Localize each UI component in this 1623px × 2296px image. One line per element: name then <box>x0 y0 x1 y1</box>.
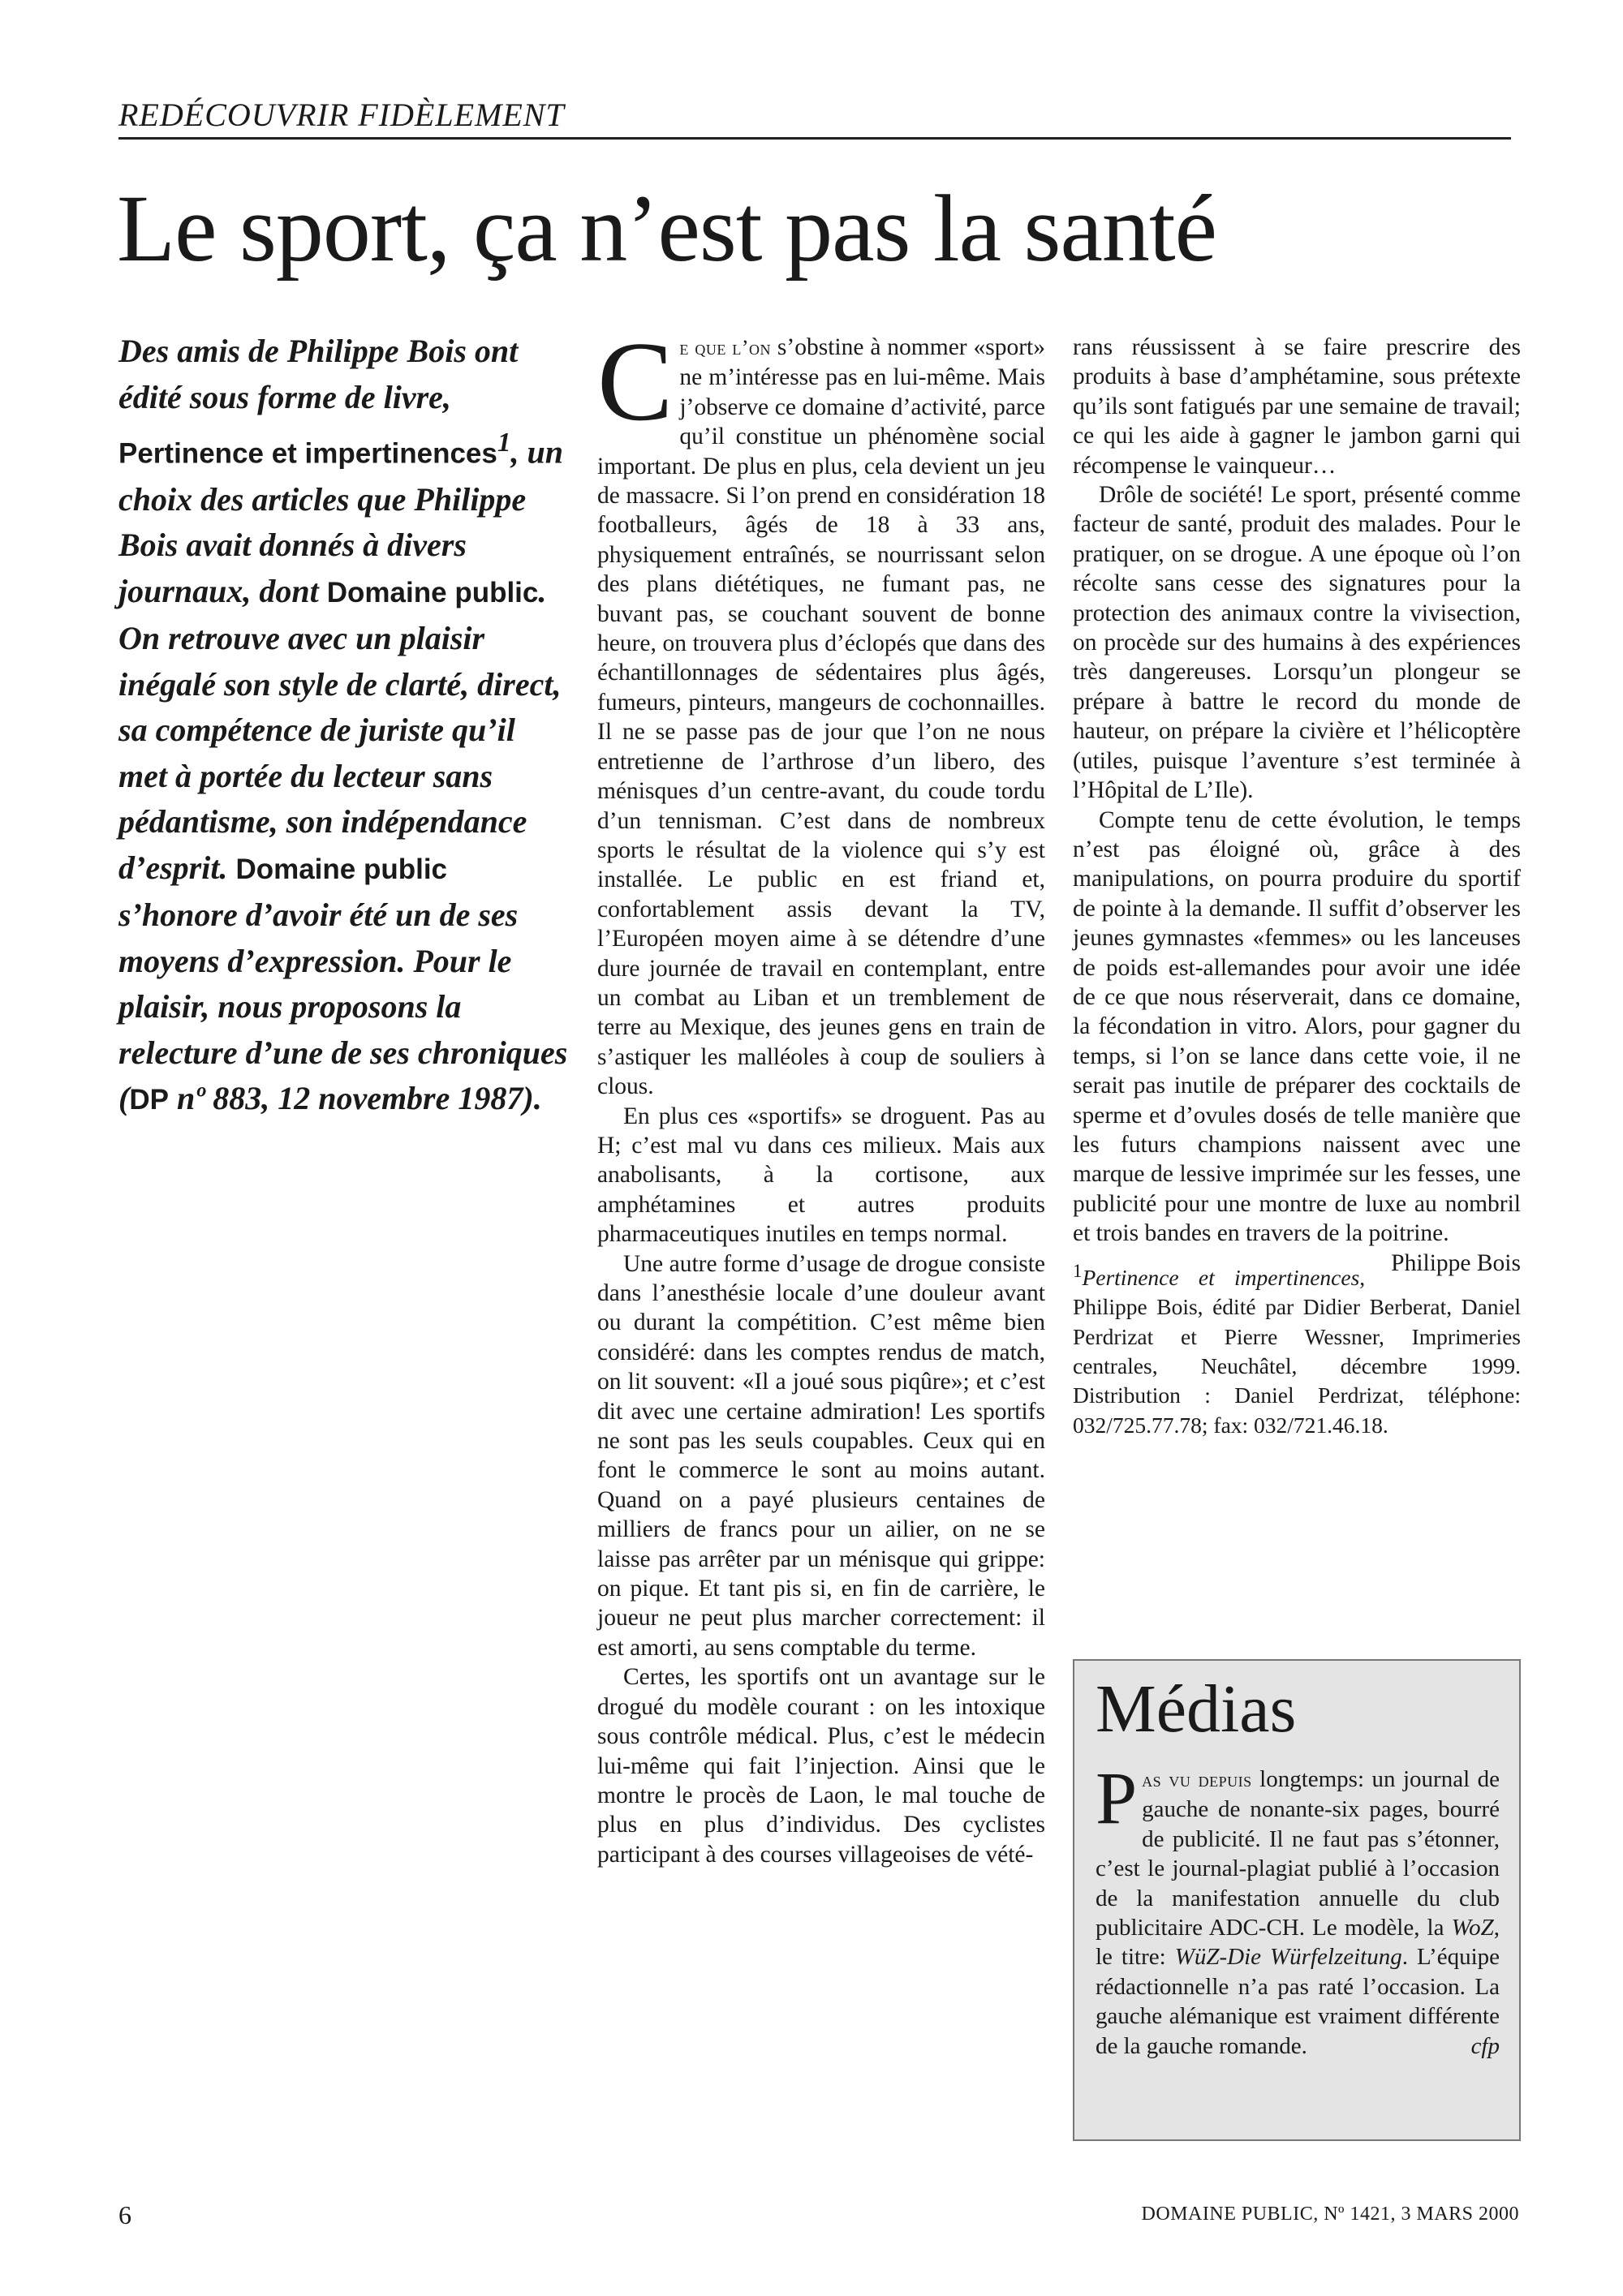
box-title: Médias <box>1096 1671 1297 1747</box>
footnote-book-title: Pertinence et impertinences <box>1082 1264 1360 1290</box>
intro-text: On retrouve avec un plaisir inégalé son style de clarté, direct, sa compétence de juriste qu’il met à portée du lecteur sans pédantisme, son indépendance d’esprit. <box>118 620 562 886</box>
article-paragraph: rans réussissent à se faire prescrire des produits à base d’amphétamine, sous prétexte qu’ils sont fatigués par une semaine de travail; ce qui les aide à gagner le jambon garni qui récompense le vainqueur… <box>1073 334 1521 479</box>
intro-paragraph-2 <box>118 616 570 1124</box>
article-paragraph <box>597 319 1045 1102</box>
intro-text: . <box>538 572 547 609</box>
box-body <box>1096 1756 1500 2061</box>
footnote-ref: 1 <box>497 428 511 458</box>
paragraph-text: s’obstine à nommer «sport» ne m’intéresse pas en lui-même. Mais j’observe ce domaine d’activité, parce qu’il constitue un phénomène social important. De plus en plus, cela devient un jeu de massacre. Si l’on prend en considération 18 footballeurs, âgés de 18 à 33 ans, physiquement entraînés, se nourrissant selon des plans diététiques, ne fumant pas, ne buvant pas, se couchant souvent de bonne heure, on trouvera plus d’éclopés que dans des échantillonnages de sédentaires plus âgés, fumeurs, pinteurs, mangeurs de cochonnailles. Il ne se passe pas de jour que l’on ne nous entretienne de l’arthrose d’un libero, des ménisques d’un centre-avant, du coude tordu d’un tennisman. C’est dans de nombreux sports le résultat de la violence qui s’y est installée. Le public en est friand et, confortablement assis devant la TV, l’Européen moyen aime à se détendre d’une dure journée de travail en contemplant, entre un combat au Liban et un tremblement de terre au Mexique, des jeunes gens en train de s’astiquer les malléoles à coup de souliers à clous. <box>597 334 1045 1100</box>
footer-masthead: DOMAINE PUBLIC, Nº 1421, 3 MARS 2000 <box>1141 2204 1519 2225</box>
drop-cap: C <box>597 319 674 445</box>
intro-paragraph-1 <box>118 329 570 616</box>
box-text: . L’équipe rédactionnelle n’a pas raté l’occasion. La gauche alémanique est vraiment différente de la gauche romande. <box>1096 1944 1500 2059</box>
box-text: longtemps: un journal de gauche de nonante-six pages, bourré de publicité. Il ne faut pas s’étonner, c’est le journal-plagiat publié à l’occasion de la manifestation annuelle du club publicitaire ADC-CH. Le modèle, la <box>1096 1766 1500 1941</box>
intro-text: nº 883, 12 novembre 1987). <box>168 1080 542 1117</box>
footnote-body: , Philippe Bois, édité par Didier Berberat, Daniel Perdrizat et Pierre Wessner, Imprimeries centrales, Neuchâtel, décembre 1999. Distribution : Daniel Perdrizat, téléphone: 032/725.77.78; fax: 032/721.46.18. <box>1073 1264 1521 1438</box>
footnote <box>1073 1257 1521 1441</box>
intro-chapo <box>118 329 570 1124</box>
wuz-title: WüZ-Die Würfelzeitung <box>1174 1944 1402 1971</box>
article-headline: Le sport, ça n’est pas la santé <box>117 175 1216 282</box>
article-paragraph: Une autre forme d’usage de drogue consiste dans l’anesthésie locale d’une douleur avant ou durant la compétition. C’est même bien considéré: dans les comptes rendus de match, on lit souvent: «Il a joué sous piqûre»; et c’est dit avec une certaine admiration! Les sportifs ne sont pas les seuls coupables. Ceux qui en font le commerce le sont au moins autant. Quand on a payé plusieurs centaines de milliers de francs pour un ailier, on ne se laisse pas arrêter par un ménisque qui grippe: on pique. Et tant pis si, en fin de carrière, le joueur ne peut plus marcher correctement: il est amorti, au sens comptable du terme. <box>597 1250 1045 1661</box>
article-column-1 <box>597 319 1045 1869</box>
article-paragraph: Certes, les sportifs ont un avantage sur le drogué du modèle courant : on les intoxique sous contrôle médical. Plus, c’est le médecin lui-même qui fait l’injection. Ainsi que le montre le procès de Laon, le mal touche de plus en plus d’individus. Des cyclistes participant à des courses villageoises de vété- <box>597 1664 1045 1868</box>
newspaper-name: Domaine public <box>235 853 448 885</box>
book-title: Pertinence et impertinences <box>118 437 497 470</box>
intro-text: s’honore d’avoir été un de ses moyens d’expression. Pour le plaisir, nous proposons la relecture d’une de ses chroniques ( <box>118 896 568 1117</box>
woz-title: WoZ <box>1451 1915 1494 1941</box>
newspaper-name: Domaine public <box>326 576 539 608</box>
box-text: , le titre: <box>1096 1915 1500 1971</box>
footnote-mark: 1 <box>1073 1260 1083 1281</box>
dp-abbrev: DP <box>129 1084 169 1116</box>
footnote-text <box>1073 1257 1521 1441</box>
paragraph-text: Compte tenu de cette évolution, le temps n’est pas éloigné où, grâce à des manipulations, on pourra produire du sportif de pointe à la demande. Il suffit d’observer les jeunes gymnastes «femmes» ou les lanceuses de poids est-allemandes pour avoir une idée de ce que nous réserverait, dans ce domaine, la fécondation in vitro. Alors, pour gagner du temps, si l’on se lance dans cette voie, il ne serait pas inutile de préparer des cocktails de sperme et d’ovules dosés de telle manière que les futurs champions naissent avec une marque de lessive imprimée sur les fesses, une publicité pour une montre de luxe au nombril et trois bandes en travers de la poitrine. <box>1073 806 1521 1247</box>
article-paragraph: En plus ces «sportifs» se droguent. Pas au H; c’est mal vu dans ces milieux. Mais aux anabolisants, à la cortisone, aux amphétamines et autres produits pharmaceutiques inutiles en temps normal. <box>597 1103 1045 1248</box>
medias-box <box>1073 1659 1521 2141</box>
box-signature: cfp <box>1470 2032 1500 2059</box>
article-paragraph: Drôle de société! Le sport, présenté comme facteur de santé, produit des malades. Pour le pratiquer, on se drogue. A une époque où l’on récolte sans cesse des signatures pour la protection des animaux contre la vivisection, on procède sur des humains à des expériences très dangereuses. Lorsqu’un plongeur se prépare à battre le record du monde de hauteur, on prépare la civière et l’hélicoptère (utiles, puisque l’aventure s’est terminée à l’Hôpital de L’Ile). <box>1073 482 1521 804</box>
page-number: 6 <box>118 2200 131 2229</box>
author-signature: Philippe Bois <box>1391 1249 1521 1276</box>
intro-text: Des amis de Philippe Bois ont édité sous forme de livre, <box>118 333 519 415</box>
section-rubric: REDÉCOUVRIR FIDÈLEMENT <box>118 96 1511 140</box>
article-column-2 <box>1073 333 1521 1440</box>
article-paragraph <box>1073 806 1521 1276</box>
box-paragraph <box>1096 1756 1500 2061</box>
lead-smallcaps: e que l’on <box>679 336 772 359</box>
lead-smallcaps: as vu depuis <box>1142 1768 1252 1791</box>
intro-text: , un choix des articles que Philippe Bois avait donnés à divers journaux, dont <box>118 433 564 609</box>
drop-cap: P <box>1096 1756 1138 1839</box>
